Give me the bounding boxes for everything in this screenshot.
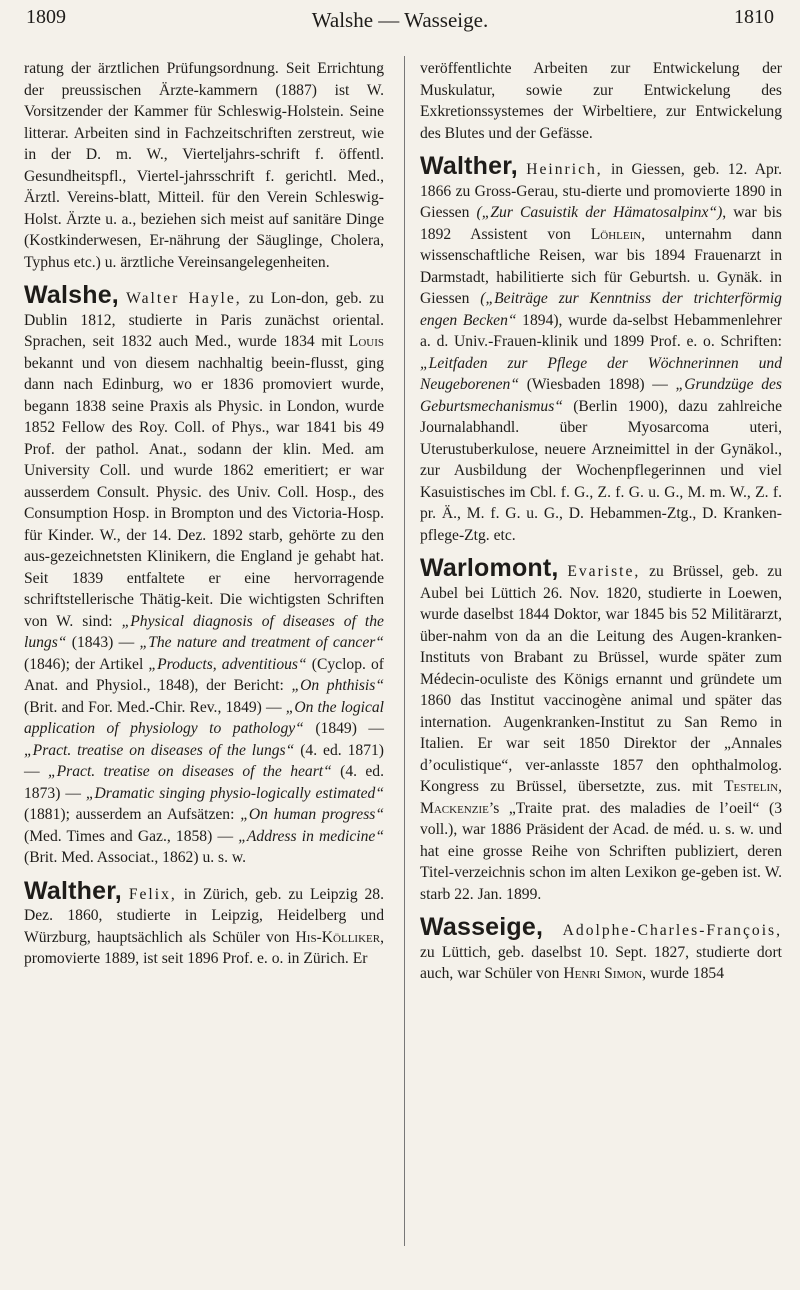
work-title: „Address in medicine“ bbox=[238, 827, 384, 845]
entry-text: (Med. Times and Gaz., 1858) — bbox=[24, 827, 239, 845]
entry-given-name: Felix, bbox=[128, 885, 177, 903]
entry-text: (Wiesbaden 1898) — bbox=[519, 376, 676, 393]
entry-name: Walther, bbox=[24, 876, 122, 905]
entry-text: zu Lüttich, geb. daselbst 10. Sept. 1827, studierte dort auch, war Schüler von bbox=[420, 943, 782, 982]
entry-text: (Berlin 1900), dazu zahlreiche Journalabhandl. über Myosarcoma uteri, Uterustuberkulose, neuere Arzneimittel in der Gynäkol., zur Ausbildung der Wochenpflegerinnen und viel Kasuistisches im Cbl. f. G., Z. f. G. u. G., M. m. W., Z. f. pr. Ä., M. f. G. u. G., D. Hebammen-Ztg., D. Kranken-pflege-Ztg. etc. bbox=[420, 397, 782, 544]
entry-walther-heinrich bbox=[420, 152, 782, 546]
entry-name: Warlomont, bbox=[420, 554, 559, 582]
entry-text: (Cyclop. of Anat. and Physiol., 1848), der Bericht: bbox=[24, 655, 384, 694]
work-title: „Dramatic singing physio-logically estimated“ bbox=[85, 784, 384, 802]
work-title: („Beiträge zur Kenntniss der trichterförmig engen Becken“ bbox=[420, 290, 782, 329]
work-title: „Pract. treatise on diseases of the lungs“ bbox=[24, 741, 295, 759]
entry-walshe bbox=[24, 281, 385, 869]
right-column bbox=[420, 58, 782, 985]
person-ref: Louis bbox=[348, 333, 384, 350]
person-ref: Mackenzie bbox=[420, 799, 489, 817]
entry-text: (Brit. Med. Associat., 1862) u. s. w. bbox=[24, 849, 247, 866]
person-ref: Löhlein bbox=[590, 225, 642, 243]
column-divider bbox=[404, 56, 405, 1246]
work-title: „Physical diagnosis of diseases of the lungs“ bbox=[24, 612, 384, 651]
work-title: „On the logical application of physiology to pathology“ bbox=[24, 698, 385, 737]
work-title: „On phthisis“ bbox=[291, 677, 384, 694]
entry-text: , bbox=[778, 778, 782, 795]
person-ref: Henri Simon bbox=[563, 965, 643, 982]
entry-text: zu Lon-don, geb. zu Dublin 1812, studierte in Paris zunächst oriental. Sprachen, seit 1832 auch Med., wurde 1834 mit bbox=[24, 290, 384, 350]
entry-walther-felix bbox=[24, 876, 385, 970]
entry-text: in Giessen, geb. 12. Apr. 1866 zu Gross-Gerau, stu-dierte und promovierte 1890 in Giessen bbox=[420, 161, 782, 221]
page-header bbox=[26, 0, 774, 44]
entry-text: , promovierte 1889, ist seit 1896 Prof. e. o. in Zürich. Er bbox=[24, 928, 384, 967]
entry-text: (1843) — bbox=[66, 634, 140, 651]
entry-text: in Zürich, geb. zu Leipzig 28. Dez. 1860, studierte in Leipzig, Heidelberg und Würzburg, hauptsächlich als Schüler von bbox=[24, 885, 385, 946]
entry-text: (4. ed. 1873) — bbox=[24, 763, 384, 802]
work-title: „Products, adventitious“ bbox=[148, 655, 307, 673]
person-ref: His-Kölliker bbox=[295, 928, 381, 946]
entry-text: , wurde 1854 bbox=[642, 965, 725, 982]
page-number-right: 1810 bbox=[734, 6, 774, 28]
continued-paragraph: ratung der ärztlichen Prüfungsordnung. Seit Errichtung der preussischen Ärzte-kammern (1887) ist W. Vorsitzender der Kammer für Schleswig-Holstein. Seine litterar. Arbeiten sind in Fachzeitschriften zerstreut, wie in der D. m. W., Vierteljahrs-schrift f. öffentl. Gesundheitspfl., Viertel-jahrsschrift f. gerichtl. Med., Ärztl. Vereins-blatt, Mitteil. für den Verein Schleswig-Holst. Ärzte u. a., beziehen sich meist auf sanitäre Dinge (Kostkinderwesen, Er-nährung der Säuglinge, Cholera, Typhus etc.) u. ärztliche Vereinsangelegenheiten. bbox=[24, 60, 384, 271]
entry-text: bekannt und von diesem nachhaltig beein-flusst, ging dann nach Edinburg, wo er 1836 promoviert wurde, begann 1838 seine Praxis als Physic. in London, wurde 1852 Fellow des Roy. Coll. of Phys., war 1841 bis 49 Prof. der pathol. Anat., sodann der klin. Med. am University Coll. und wurde 1862 emeritiert; er war ausserdem Consult. Physic. des Univ. Coll. Hosp., des Consumption Hosp. in Brompton und des Victoria-Hosp. für Kinder. W., der 14. Dez. 1892 starb, gehörte zu den aus-gezeichnetsten Klinikern, die England je gehabt hat. Seit 1839 entfaltete er eine hervorragende schriftstellerische Thätig-keit. Die wichtigsten Schriften von W. sind: bbox=[24, 354, 384, 630]
entry-given-name: Walter Hayle, bbox=[126, 290, 242, 307]
entry-name: Wasseige, bbox=[420, 913, 544, 941]
entry-text: (Brit. and For. Med.-Chir. Rev., 1849) — bbox=[24, 698, 286, 716]
entry-text: 1894), wurde da-selbst Hebammenlehrer a. d. Univ.-Frauen-klinik und 1899 Prof. e. o. Schriften: bbox=[420, 311, 782, 350]
work-title: „Leitfaden zur Pflege der Wöchnerinnen und Neugeborenen“ bbox=[420, 354, 782, 393]
entry-text: (1849) — bbox=[303, 720, 384, 737]
entry-given-name: Adolphe-Charles-François, bbox=[562, 922, 782, 939]
entry-wasseige bbox=[420, 913, 782, 985]
work-title: „Pract. treatise on diseases of the heart“ bbox=[47, 763, 332, 780]
work-title: „The nature and treatment of cancer“ bbox=[139, 634, 384, 651]
work-title: „On human progress“ bbox=[240, 806, 384, 823]
running-title: Walshe — Wasseige. bbox=[311, 8, 489, 32]
entry-text: zu Brüssel, geb. zu Aubel bei Lüttich 26. Nov. 1820, studierte in Loewen, wurde daselbst 1844 Doktor, war 1845 bis 52 Militärarzt, über-nahm von da an die Leitung des Augen-kranken-Instituts von Brabant zu Brüssel, wurde später zum Médecin-oculiste des Königs ernannt und gründete um 1860 das Institut vaccinogène animal und später das internation. Augenkranken-Institut zu San Remo in Italien. Er war seit 1850 Direktor der „Annales d’oculistique“, ver-anlasste 1857 den ophthalmolog. Kongress zu Brüssel, übersetzte, zus. mit bbox=[420, 563, 782, 795]
entry-text: (1881); ausserdem an Aufsätzen: bbox=[24, 806, 241, 823]
page-number-left: 1809 bbox=[26, 6, 66, 28]
entry-name: Walther, bbox=[420, 152, 518, 180]
entry-text: , war bis 1892 Assistent von bbox=[420, 204, 782, 243]
work-title: „Grundzüge des Geburtsmechanismus“ bbox=[420, 376, 782, 415]
entry-text: ’s „Traite prat. des maladies de l’oeil“ (3 voll.), war 1886 Präsident der Acad. de méd. u. s. w. und hat eine grosse Reihe von Schriften publiziert, deren Titel-verzeichnis schon im alten Lexikon ge-geben ist. W. starb 22. Jan. 1899. bbox=[420, 799, 782, 903]
entry-warlomont bbox=[420, 554, 782, 905]
continued-paragraph: veröffentlichte Arbeiten zur Entwickelung der Muskulatur, sowie zur Entwickelung des Exkretionssystemes der Wirbeltiere, zur Entwickelung des Blutes und der Gefässe. bbox=[420, 60, 782, 142]
entry-text: , unternahm dann wissenschaftliche Reisen, war bis 1894 Frauenarzt in Darmstadt, habilitierte sich für Geburtsh. u. Gynäk. in Giessen bbox=[420, 225, 782, 307]
work-title: („Zur Casuistik der Hämatosalpinx“) bbox=[476, 204, 723, 221]
entry-given-name: Evariste, bbox=[567, 563, 641, 580]
entry-text: (4. ed. 1871) — bbox=[24, 741, 384, 780]
entry-given-name: Heinrich, bbox=[526, 161, 603, 178]
entry-name: Walshe, bbox=[24, 281, 119, 309]
entry-text: (1846); der Artikel bbox=[24, 655, 149, 673]
person-ref: Testelin bbox=[723, 778, 779, 795]
left-column bbox=[24, 58, 384, 970]
